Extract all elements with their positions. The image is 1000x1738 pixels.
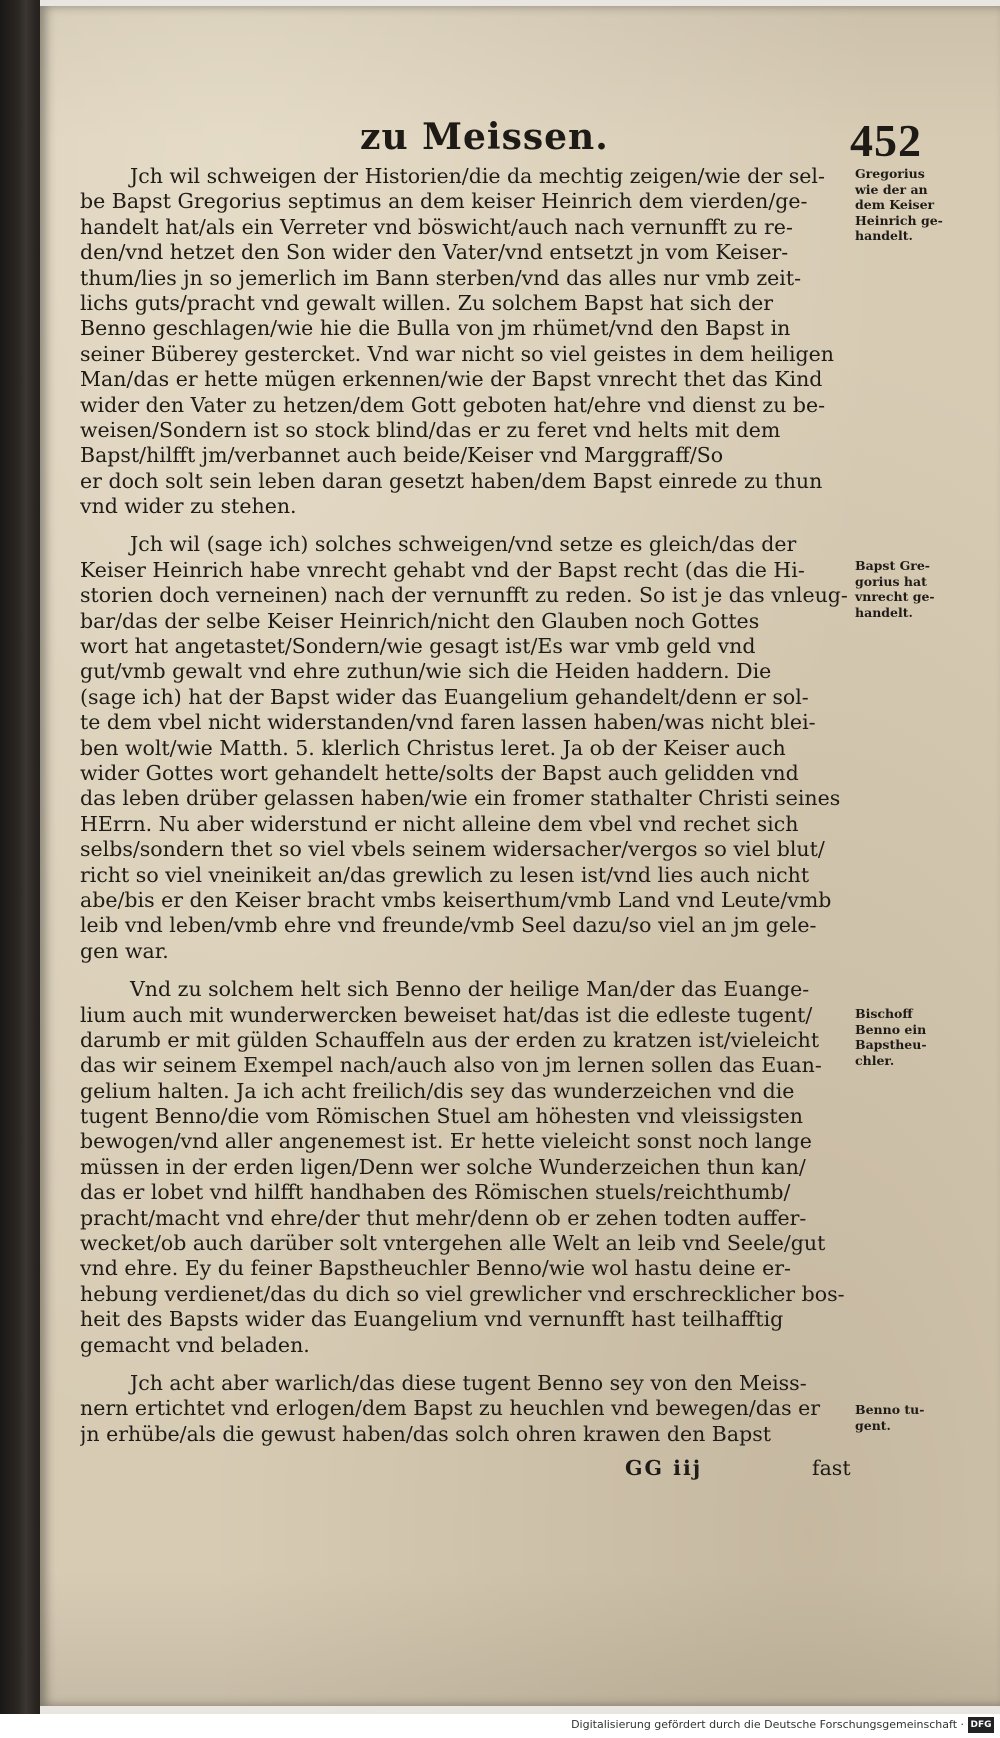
marginal-note-gregorius xyxy=(855,166,955,244)
credit-bar xyxy=(0,1714,1000,1738)
text-line: gemacht vnd beladen. xyxy=(80,1332,310,1357)
text-line: Man/das er hette mügen erkennen/wie der Bapst vnrecht thet das Kind xyxy=(80,367,823,392)
text-line: Vnd zu solchem helt sich Benno der heilige Man/der das Euange- xyxy=(130,977,810,1002)
text-line: HErrn. Nu aber widerstund er nicht alleine dem vbel vnd rechet sich xyxy=(80,811,799,836)
text-line: das wir seinem Exempel nach/auch also von jm lernen sollen das Euan- xyxy=(80,1053,822,1078)
text-line: seiner Büberey gestercket. Vnd war nicht so viel geistes in dem heiligen xyxy=(80,341,834,366)
gloss-line: Gregorius xyxy=(855,166,925,181)
paragraph-1 xyxy=(80,164,850,519)
text-line: richt so viel vneinikeit an/das grewlich zu lesen ist/vnd lies auch nicht xyxy=(80,862,810,887)
text-line: nern ertichtet vnd erlogen/dem Bapst zu heuchlen vnd bewegen/das er xyxy=(80,1396,821,1421)
text-line: lichs guts/pracht vnd gewalt willen. Zu solchem Bapst hat sich der xyxy=(80,290,774,315)
text-line: das er lobet vnd hilfft handhaben des Römischen stuels/reichthumb/ xyxy=(80,1180,791,1205)
paragraph-3 xyxy=(80,977,850,1358)
text-line: handelt hat/als ein Verreter vnd böswicht/auch nach vernunfft zu re- xyxy=(80,214,793,239)
text-line: wider den Vater zu hetzen/dem Gott geboten hat/ehre vnd dienst zu be- xyxy=(80,392,826,417)
text-line: te dem vbel nicht widerstanden/vnd faren lassen haben/was nicht blei- xyxy=(80,710,816,735)
text-line: Jch wil (sage ich) solches schweigen/vnd setze es gleich/das der xyxy=(130,532,797,557)
text-line: bar/das der selbe Keiser Heinrich/nicht den Glauben noch Gottes xyxy=(80,608,760,633)
text-line: Jch wil schweigen der Historien/die da mechtig zeigen/wie der sel- xyxy=(130,164,825,188)
text-line: wort hat angetastet/Sondern/wie gesagt ist/Es war vmb geld vnd xyxy=(80,634,756,659)
text-line: pracht/macht vnd ehre/der thut mehr/denn ob er zehen todten auffer- xyxy=(80,1205,807,1230)
gloss-line: dem Keiser xyxy=(855,197,935,212)
gloss-line: Benno tu- xyxy=(855,1402,925,1417)
text-line: müssen in der erden ligen/Denn wer solche Wunderzeichen thun kan/ xyxy=(80,1154,806,1179)
gloss-line: vnrecht ge- xyxy=(855,589,935,604)
text-line: gen war. xyxy=(80,938,169,963)
gloss-line: Benno ein xyxy=(855,1021,927,1037)
text-line: abe/bis er den Keiser bracht vmbs keiserthum/vmb Land vnd Leute/vmb xyxy=(80,887,832,912)
text-line: leib vnd leben/vmb ehre vnd freunde/vmb Seel dazu/so viel an jm gele- xyxy=(80,913,817,938)
text-line: ben wolt/wie Matth. 5. klerlich Christus leret. Ja ob der Keiser auch xyxy=(80,735,786,760)
text-line: Jch acht aber warlich/das diese tugent Benno sey von den Meiss- xyxy=(130,1370,807,1395)
marginal-note-benno-tugent xyxy=(855,1402,955,1433)
text-line: Benno geschlagen/wie hie die Bulla von jm rhümet/vnd den Bapst in xyxy=(80,316,791,341)
dfg-logo: DFG xyxy=(968,1717,994,1733)
signature-mark: GG iij xyxy=(625,1456,703,1480)
paragraph-gap xyxy=(80,964,850,977)
body-text xyxy=(80,164,850,1447)
paragraph-2 xyxy=(80,532,850,964)
text-line: wider Gottes wort gehandelt hette/solts der Bapst auch gelidden vnd xyxy=(80,760,799,785)
text-line: selbs/sondern thet so viel vbels seinem widersacher/vergos so viel blut/ xyxy=(80,837,825,862)
document-page xyxy=(40,6,1000,1706)
marginal-note-bapst-gregorius xyxy=(855,558,955,620)
text-line: er doch solt sein leben daran gesetzt haben/dem Bapst einrede zu thun xyxy=(80,468,823,493)
funding-credit: Digitalisierung gefördert durch die Deutsche Forschungsgemeinschaft · xyxy=(571,1718,964,1731)
text-line: tugent Benno/die vom Römischen Stuel am höhesten vnd vleissigsten xyxy=(80,1104,803,1129)
text-line: gut/vmb gewalt vnd ehre zuthun/wie sich die Heiden haddern. Die xyxy=(80,659,772,684)
text-line: vnd ehre. Ey du feiner Bapstheuchler Benno/wie wol hastu deine er- xyxy=(80,1256,791,1281)
text-line: hebung verdienet/das du dich so viel grewlicher vnd erschrecklicher bos- xyxy=(80,1281,845,1306)
text-line: wecket/ob auch darüber solt vntergehen alle Welt an leib vnd Seele/gut xyxy=(80,1231,826,1256)
text-line: darumb er mit gülden Schauffeln aus der erden zu kratzen ist/vieleicht xyxy=(80,1027,820,1052)
gloss-line: Bapst Gre- xyxy=(855,558,930,573)
text-line: storien doch verneinen) nach der vernunfft zu reden. So ist je das vnleug- xyxy=(80,583,848,608)
text-line: weisen/Sondern ist so stock blind/das er zu feret vnd helts mit dem xyxy=(80,417,781,442)
gloss-line: Bapstheu- xyxy=(855,1037,927,1052)
text-line: (sage ich) hat der Bapst wider das Euangelium gehandelt/denn er sol- xyxy=(80,684,809,709)
gloss-line: Bischoff xyxy=(855,1006,913,1021)
text-line: gelium halten. Ja ich acht freilich/dis sey das wunderzeichen vnd die xyxy=(80,1078,795,1103)
catchword: fast xyxy=(812,1456,851,1480)
text-line: Keiser Heinrich habe vnrecht gehabt vnd der Bapst recht (das die Hi- xyxy=(80,557,805,582)
text-line: thum/lies jn so jemerlich im Bann sterben/vnd das alles nur vmb zeit- xyxy=(80,265,802,290)
gloss-line: Heinrich ge- xyxy=(855,212,943,228)
paragraph-gap xyxy=(80,1358,850,1371)
paragraph-gap xyxy=(80,519,850,532)
page-footer xyxy=(80,1456,860,1486)
gloss-line: wie der an xyxy=(855,181,928,197)
text-line: bewogen/vnd aller angenemest ist. Er hette vieleicht sonst noch lange xyxy=(80,1129,812,1154)
paragraph-4 xyxy=(80,1371,850,1447)
marginal-note-bischoff-benno xyxy=(855,1006,955,1068)
text-line: lium auch mit wunderwercken beweiset hat/das ist die edleste tugent/ xyxy=(80,1002,813,1027)
text-line: vnd wider zu stehen. xyxy=(80,494,297,519)
gloss-line: gent. xyxy=(855,1417,891,1433)
gloss-line: gorius hat xyxy=(855,573,927,589)
gloss-line: handelt. xyxy=(855,604,913,620)
text-line: Bapst/hilfft jm/verbannet auch beide/Keiser vnd Marggraff/So xyxy=(80,443,724,468)
gloss-line: chler. xyxy=(855,1052,895,1068)
text-line: den/vnd hetzet den Son wider den Vater/vnd entsetzt jn vom Keiser- xyxy=(80,240,789,265)
gloss-line: handelt. xyxy=(855,228,913,243)
text-line: das leben drüber gelassen haben/wie ein fromer stathalter Christi seines xyxy=(80,786,841,811)
text-line: heit des Bapsts wider das Euangelium vnd vernunfft hast teilhafftig xyxy=(80,1307,784,1332)
folio-number: 452 xyxy=(850,115,922,166)
text-line: jn erhübe/als die gewust haben/das solch ohren krawen den Bapst xyxy=(80,1421,771,1446)
text-line: be Bapst Gregorius septimus an dem keiser Heinrich dem vierden/ge- xyxy=(80,189,808,214)
running-title: zu Meissen. xyxy=(360,116,609,158)
